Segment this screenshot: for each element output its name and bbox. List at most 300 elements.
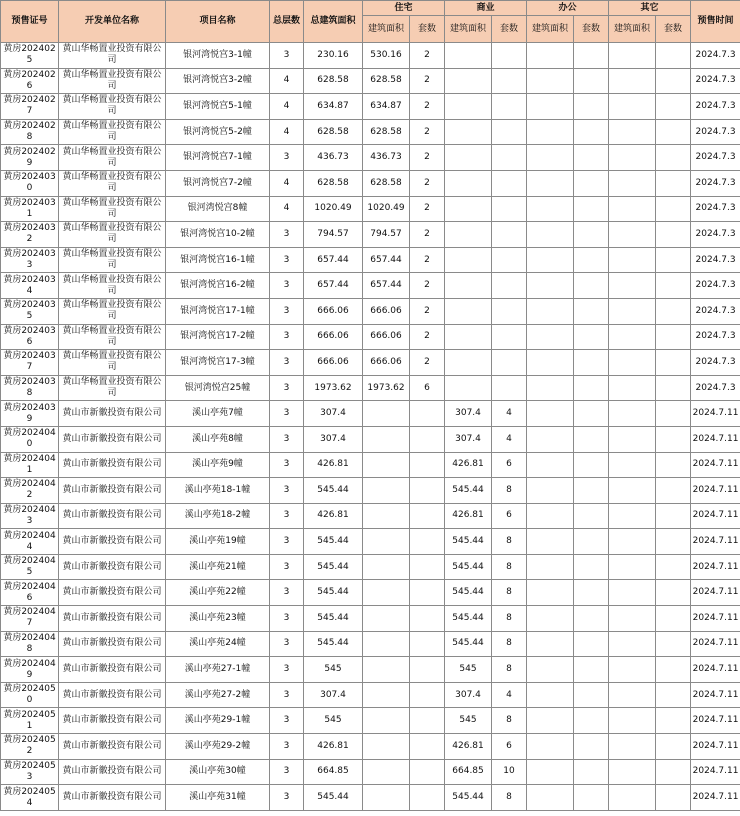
cell-com-units: 6 xyxy=(492,452,527,478)
cell-developer: 黄山华畅置业投资有限公司 xyxy=(59,68,166,94)
cell-floors: 3 xyxy=(270,350,304,376)
cell-office-area xyxy=(527,196,574,222)
cell-project: 银河湾悦宫16-2幢 xyxy=(166,273,270,299)
table-row xyxy=(1,631,740,657)
cell-presale-time: 2024.7.11 xyxy=(691,478,740,504)
cell-floors: 3 xyxy=(270,222,304,248)
cell-com-area xyxy=(445,324,492,350)
cell-office-units xyxy=(574,401,609,427)
cell-res-area xyxy=(363,657,410,683)
table-row xyxy=(1,682,740,708)
cell-office-area xyxy=(527,529,574,555)
cell-res-area xyxy=(363,554,410,580)
table-row xyxy=(1,222,740,248)
cell-com-area: 307.4 xyxy=(445,426,492,452)
cell-res-units: 2 xyxy=(410,273,445,299)
cell-other-area xyxy=(609,478,656,504)
cell-project: 银河湾悦宫3-1幢 xyxy=(166,43,270,69)
cell-presale-time: 2024.7.11 xyxy=(691,657,740,683)
cell-other-area xyxy=(609,631,656,657)
cell-total-area: 666.06 xyxy=(304,298,363,324)
cell-project: 银河湾悦宫17-3幢 xyxy=(166,350,270,376)
cell-office-area xyxy=(527,222,574,248)
cell-office-units xyxy=(574,298,609,324)
cell-other-units xyxy=(656,222,691,248)
cell-floors: 3 xyxy=(270,759,304,785)
cell-project: 溪山亭苑8幢 xyxy=(166,426,270,452)
cell-res-units xyxy=(410,759,445,785)
cell-total-area: 307.4 xyxy=(304,426,363,452)
cell-com-units xyxy=(492,375,527,401)
header-floors: 总层数 xyxy=(270,1,304,43)
cell-res-units xyxy=(410,478,445,504)
cell-com-area xyxy=(445,196,492,222)
cell-project: 银河湾悦宫3-2幢 xyxy=(166,68,270,94)
cell-com-units xyxy=(492,43,527,69)
cell-other-units xyxy=(656,734,691,760)
cell-other-units xyxy=(656,682,691,708)
cell-floors: 3 xyxy=(270,247,304,273)
cell-presale-time: 2024.7.11 xyxy=(691,708,740,734)
cell-developer: 黄山市新徽投资有限公司 xyxy=(59,759,166,785)
cell-other-units xyxy=(656,606,691,632)
cell-res-units: 2 xyxy=(410,68,445,94)
cell-presale-time: 2024.7.3 xyxy=(691,222,740,248)
table-row xyxy=(1,785,740,811)
cell-other-area xyxy=(609,170,656,196)
cell-floors: 3 xyxy=(270,734,304,760)
cell-com-units: 8 xyxy=(492,478,527,504)
cell-other-area xyxy=(609,426,656,452)
cell-presale-no: 黄房2024026 xyxy=(1,68,59,94)
cell-office-units xyxy=(574,375,609,401)
cell-developer: 黄山市新徽投资有限公司 xyxy=(59,657,166,683)
cell-presale-no: 黄房2024034 xyxy=(1,273,59,299)
cell-developer: 黄山华畅置业投资有限公司 xyxy=(59,350,166,376)
cell-presale-time: 2024.7.11 xyxy=(691,452,740,478)
cell-project: 银河湾悦宫5-1幢 xyxy=(166,94,270,120)
cell-other-area xyxy=(609,554,656,580)
cell-presale-no: 黄房2024035 xyxy=(1,298,59,324)
cell-other-units xyxy=(656,631,691,657)
cell-res-units: 2 xyxy=(410,94,445,120)
cell-office-area xyxy=(527,145,574,171)
cell-com-area: 307.4 xyxy=(445,401,492,427)
cell-other-area xyxy=(609,734,656,760)
cell-office-area xyxy=(527,657,574,683)
cell-res-units xyxy=(410,503,445,529)
cell-other-units xyxy=(656,350,691,376)
cell-com-units xyxy=(492,222,527,248)
cell-presale-no: 黄房2024038 xyxy=(1,375,59,401)
cell-presale-no: 黄房2024051 xyxy=(1,708,59,734)
cell-total-area: 664.85 xyxy=(304,759,363,785)
cell-office-units xyxy=(574,170,609,196)
cell-com-units: 6 xyxy=(492,503,527,529)
cell-developer: 黄山华畅置业投资有限公司 xyxy=(59,119,166,145)
table-row xyxy=(1,657,740,683)
cell-other-area xyxy=(609,785,656,811)
cell-presale-no: 黄房2024028 xyxy=(1,119,59,145)
table-row xyxy=(1,580,740,606)
cell-other-area xyxy=(609,375,656,401)
cell-developer: 黄山市新徽投资有限公司 xyxy=(59,682,166,708)
cell-other-units xyxy=(656,529,691,555)
cell-other-area xyxy=(609,401,656,427)
cell-res-units xyxy=(410,401,445,427)
cell-project: 溪山亭苑29-2幢 xyxy=(166,734,270,760)
cell-office-area xyxy=(527,350,574,376)
cell-res-area: 1020.49 xyxy=(363,196,410,222)
cell-presale-no: 黄房2024029 xyxy=(1,145,59,171)
table-row xyxy=(1,170,740,196)
cell-presale-no: 黄房2024045 xyxy=(1,554,59,580)
cell-presale-time: 2024.7.3 xyxy=(691,68,740,94)
table-row xyxy=(1,350,740,376)
cell-res-area: 666.06 xyxy=(363,298,410,324)
table-row xyxy=(1,426,740,452)
cell-res-area xyxy=(363,580,410,606)
cell-office-units xyxy=(574,478,609,504)
cell-developer: 黄山华畅置业投资有限公司 xyxy=(59,196,166,222)
cell-other-units xyxy=(656,375,691,401)
cell-presale-time: 2024.7.11 xyxy=(691,631,740,657)
cell-total-area: 545.44 xyxy=(304,554,363,580)
cell-presale-time: 2024.7.3 xyxy=(691,298,740,324)
cell-other-area xyxy=(609,606,656,632)
cell-res-area: 666.06 xyxy=(363,350,410,376)
cell-developer: 黄山市新徽投资有限公司 xyxy=(59,426,166,452)
cell-office-area xyxy=(527,68,574,94)
cell-presale-time: 2024.7.11 xyxy=(691,554,740,580)
table-row xyxy=(1,43,740,69)
table-row xyxy=(1,452,740,478)
cell-floors: 3 xyxy=(270,375,304,401)
cell-presale-time: 2024.7.3 xyxy=(691,196,740,222)
cell-project: 溪山亭苑19幢 xyxy=(166,529,270,555)
cell-office-units xyxy=(574,606,609,632)
cell-developer: 黄山市新徽投资有限公司 xyxy=(59,478,166,504)
cell-com-units: 8 xyxy=(492,657,527,683)
cell-office-area xyxy=(527,759,574,785)
cell-other-units xyxy=(656,68,691,94)
cell-res-units xyxy=(410,452,445,478)
cell-other-area xyxy=(609,657,656,683)
cell-other-units xyxy=(656,94,691,120)
cell-presale-time: 2024.7.11 xyxy=(691,529,740,555)
cell-floors: 3 xyxy=(270,426,304,452)
cell-com-area xyxy=(445,145,492,171)
cell-presale-no: 黄房2024031 xyxy=(1,196,59,222)
cell-other-units xyxy=(656,426,691,452)
cell-office-area xyxy=(527,580,574,606)
cell-total-area: 545.44 xyxy=(304,606,363,632)
cell-com-area xyxy=(445,170,492,196)
cell-floors: 3 xyxy=(270,708,304,734)
cell-res-units: 2 xyxy=(410,222,445,248)
cell-presale-time: 2024.7.11 xyxy=(691,580,740,606)
cell-presale-time: 2024.7.11 xyxy=(691,759,740,785)
cell-res-units xyxy=(410,529,445,555)
cell-office-area xyxy=(527,606,574,632)
cell-presale-no: 黄房2024040 xyxy=(1,426,59,452)
cell-res-area xyxy=(363,708,410,734)
cell-res-area xyxy=(363,503,410,529)
table-row xyxy=(1,606,740,632)
table-row xyxy=(1,298,740,324)
cell-other-area xyxy=(609,759,656,785)
cell-total-area: 230.16 xyxy=(304,43,363,69)
cell-total-area: 545.44 xyxy=(304,631,363,657)
cell-project: 溪山亭苑18-1幢 xyxy=(166,478,270,504)
header-off-units: 套数 xyxy=(574,16,609,43)
cell-other-area xyxy=(609,298,656,324)
cell-com-area: 545 xyxy=(445,708,492,734)
cell-developer: 黄山华畅置业投资有限公司 xyxy=(59,273,166,299)
cell-res-units xyxy=(410,657,445,683)
cell-other-area xyxy=(609,682,656,708)
cell-floors: 4 xyxy=(270,94,304,120)
cell-developer: 黄山华畅置业投资有限公司 xyxy=(59,222,166,248)
cell-office-units xyxy=(574,759,609,785)
cell-office-units xyxy=(574,631,609,657)
cell-project: 溪山亭苑30幢 xyxy=(166,759,270,785)
cell-developer: 黄山市新徽投资有限公司 xyxy=(59,631,166,657)
cell-res-units: 2 xyxy=(410,43,445,69)
header-oth-units: 套数 xyxy=(656,16,691,43)
cell-office-area xyxy=(527,708,574,734)
cell-com-units: 8 xyxy=(492,606,527,632)
cell-floors: 3 xyxy=(270,43,304,69)
cell-developer: 黄山华畅置业投资有限公司 xyxy=(59,298,166,324)
cell-other-units xyxy=(656,785,691,811)
cell-res-area: 794.57 xyxy=(363,222,410,248)
cell-res-area xyxy=(363,759,410,785)
cell-presale-no: 黄房2024047 xyxy=(1,606,59,632)
cell-total-area: 426.81 xyxy=(304,734,363,760)
cell-presale-time: 2024.7.3 xyxy=(691,273,740,299)
cell-presale-no: 黄房2024041 xyxy=(1,452,59,478)
cell-com-units xyxy=(492,273,527,299)
cell-other-units xyxy=(656,324,691,350)
cell-presale-no: 黄房2024053 xyxy=(1,759,59,785)
cell-office-units xyxy=(574,196,609,222)
cell-res-area: 628.58 xyxy=(363,68,410,94)
cell-com-area: 545.44 xyxy=(445,580,492,606)
table-row xyxy=(1,734,740,760)
cell-presale-no: 黄房2024030 xyxy=(1,170,59,196)
cell-office-units xyxy=(574,324,609,350)
cell-res-area: 530.16 xyxy=(363,43,410,69)
cell-com-units: 4 xyxy=(492,401,527,427)
cell-res-area xyxy=(363,478,410,504)
cell-com-units xyxy=(492,94,527,120)
cell-office-area xyxy=(527,734,574,760)
cell-com-area: 545.44 xyxy=(445,529,492,555)
cell-office-area xyxy=(527,94,574,120)
cell-presale-no: 黄房2024027 xyxy=(1,94,59,120)
cell-floors: 3 xyxy=(270,401,304,427)
cell-total-area: 426.81 xyxy=(304,452,363,478)
cell-project: 银河湾悦宫16-1幢 xyxy=(166,247,270,273)
header-oth-area: 建筑面积 xyxy=(609,16,656,43)
cell-other-units xyxy=(656,452,691,478)
table-row xyxy=(1,401,740,427)
cell-com-units xyxy=(492,350,527,376)
cell-res-area: 666.06 xyxy=(363,324,410,350)
cell-floors: 3 xyxy=(270,298,304,324)
cell-developer: 黄山市新徽投资有限公司 xyxy=(59,503,166,529)
cell-other-area xyxy=(609,708,656,734)
cell-developer: 黄山华畅置业投资有限公司 xyxy=(59,170,166,196)
cell-com-units: 4 xyxy=(492,682,527,708)
cell-com-area: 426.81 xyxy=(445,503,492,529)
cell-project: 溪山亭苑9幢 xyxy=(166,452,270,478)
cell-floors: 3 xyxy=(270,631,304,657)
header-office: 办公 xyxy=(527,1,609,16)
cell-office-units xyxy=(574,452,609,478)
cell-total-area: 307.4 xyxy=(304,682,363,708)
cell-office-units xyxy=(574,734,609,760)
cell-office-units xyxy=(574,503,609,529)
cell-res-units xyxy=(410,554,445,580)
cell-office-units xyxy=(574,247,609,273)
cell-other-units xyxy=(656,478,691,504)
cell-developer: 黄山华畅置业投资有限公司 xyxy=(59,375,166,401)
cell-com-units xyxy=(492,196,527,222)
table-row xyxy=(1,247,740,273)
header-residential: 住宅 xyxy=(363,1,445,16)
cell-res-units: 6 xyxy=(410,375,445,401)
cell-com-units xyxy=(492,68,527,94)
table-row xyxy=(1,324,740,350)
header-com-units: 套数 xyxy=(492,16,527,43)
cell-res-area xyxy=(363,401,410,427)
cell-other-area xyxy=(609,529,656,555)
cell-other-units xyxy=(656,708,691,734)
cell-res-area: 628.58 xyxy=(363,170,410,196)
cell-other-units xyxy=(656,119,691,145)
cell-com-area xyxy=(445,375,492,401)
cell-floors: 3 xyxy=(270,785,304,811)
cell-project: 溪山亭苑27-2幢 xyxy=(166,682,270,708)
header-project: 项目名称 xyxy=(166,1,270,43)
cell-total-area: 666.06 xyxy=(304,350,363,376)
cell-total-area: 545 xyxy=(304,708,363,734)
table-body xyxy=(1,43,740,811)
cell-floors: 4 xyxy=(270,119,304,145)
cell-presale-time: 2024.7.11 xyxy=(691,734,740,760)
table-row xyxy=(1,119,740,145)
cell-res-units: 2 xyxy=(410,350,445,376)
table-row xyxy=(1,708,740,734)
cell-res-units xyxy=(410,682,445,708)
cell-floors: 3 xyxy=(270,529,304,555)
cell-developer: 黄山华畅置业投资有限公司 xyxy=(59,324,166,350)
cell-floors: 3 xyxy=(270,503,304,529)
cell-project: 银河湾悦宫5-2幢 xyxy=(166,119,270,145)
cell-project: 银河湾悦宫10-2幢 xyxy=(166,222,270,248)
cell-floors: 3 xyxy=(270,273,304,299)
cell-total-area: 545 xyxy=(304,657,363,683)
cell-developer: 黄山市新徽投资有限公司 xyxy=(59,452,166,478)
cell-office-area xyxy=(527,554,574,580)
cell-total-area: 634.87 xyxy=(304,94,363,120)
cell-total-area: 545.44 xyxy=(304,529,363,555)
cell-com-area xyxy=(445,273,492,299)
cell-presale-time: 2024.7.3 xyxy=(691,43,740,69)
cell-floors: 3 xyxy=(270,145,304,171)
cell-presale-no: 黄房2024052 xyxy=(1,734,59,760)
cell-res-units: 2 xyxy=(410,324,445,350)
header-presale-no: 预售证号 xyxy=(1,1,59,43)
cell-other-units xyxy=(656,298,691,324)
cell-total-area: 436.73 xyxy=(304,145,363,171)
cell-office-area xyxy=(527,682,574,708)
cell-office-units xyxy=(574,119,609,145)
cell-presale-no: 黄房2024048 xyxy=(1,631,59,657)
cell-office-units xyxy=(574,529,609,555)
cell-developer: 黄山市新徽投资有限公司 xyxy=(59,529,166,555)
cell-com-units: 8 xyxy=(492,580,527,606)
cell-com-area: 545.44 xyxy=(445,631,492,657)
cell-presale-time: 2024.7.11 xyxy=(691,401,740,427)
cell-other-units xyxy=(656,503,691,529)
cell-presale-no: 黄房2024044 xyxy=(1,529,59,555)
cell-project: 溪山亭苑29-1幢 xyxy=(166,708,270,734)
cell-office-units xyxy=(574,682,609,708)
cell-floors: 4 xyxy=(270,170,304,196)
cell-res-units xyxy=(410,631,445,657)
cell-office-units xyxy=(574,426,609,452)
cell-res-area xyxy=(363,452,410,478)
cell-other-units xyxy=(656,401,691,427)
cell-presale-time: 2024.7.3 xyxy=(691,170,740,196)
cell-res-units: 2 xyxy=(410,170,445,196)
cell-project: 溪山亭苑31幢 xyxy=(166,785,270,811)
cell-other-area xyxy=(609,43,656,69)
cell-presale-time: 2024.7.3 xyxy=(691,247,740,273)
cell-res-area: 628.58 xyxy=(363,119,410,145)
cell-developer: 黄山市新徽投资有限公司 xyxy=(59,606,166,632)
cell-res-units: 2 xyxy=(410,298,445,324)
cell-com-area xyxy=(445,350,492,376)
cell-office-units xyxy=(574,580,609,606)
cell-office-units xyxy=(574,350,609,376)
cell-other-area xyxy=(609,580,656,606)
cell-res-area: 657.44 xyxy=(363,247,410,273)
cell-other-units xyxy=(656,196,691,222)
cell-com-units: 10 xyxy=(492,759,527,785)
cell-presale-time: 2024.7.3 xyxy=(691,119,740,145)
table-row xyxy=(1,529,740,555)
cell-other-area xyxy=(609,145,656,171)
cell-developer: 黄山华畅置业投资有限公司 xyxy=(59,43,166,69)
cell-office-units xyxy=(574,68,609,94)
cell-project: 银河湾悦宫25幢 xyxy=(166,375,270,401)
cell-total-area: 307.4 xyxy=(304,401,363,427)
cell-floors: 4 xyxy=(270,196,304,222)
cell-developer: 黄山华畅置业投资有限公司 xyxy=(59,94,166,120)
table-header xyxy=(1,1,740,43)
cell-presale-no: 黄房2024032 xyxy=(1,222,59,248)
cell-res-area xyxy=(363,785,410,811)
cell-project: 银河湾悦宫8幢 xyxy=(166,196,270,222)
cell-presale-no: 黄房2024049 xyxy=(1,657,59,683)
cell-com-area xyxy=(445,247,492,273)
cell-presale-time: 2024.7.11 xyxy=(691,503,740,529)
cell-total-area: 545.44 xyxy=(304,478,363,504)
